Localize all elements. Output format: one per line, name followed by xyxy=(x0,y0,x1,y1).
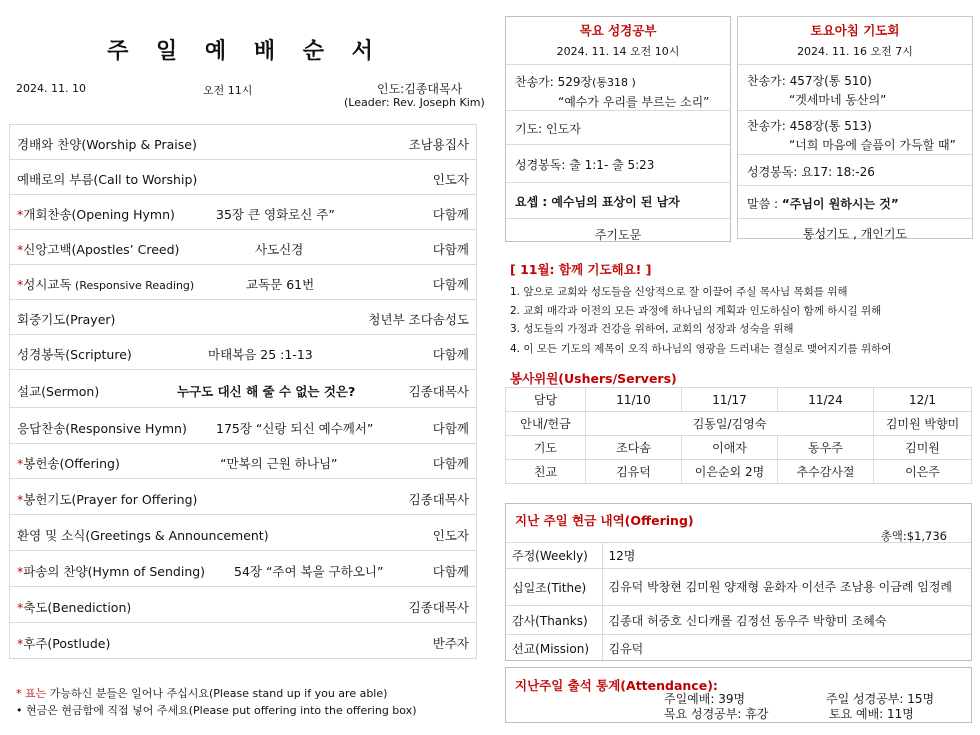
offering-note: • 현금은 현금함에 직접 넣어 주세요(Please put offering into the offering box) xyxy=(16,704,417,717)
program-row xyxy=(10,160,476,195)
program-person: 김종대목사 xyxy=(408,492,469,507)
program-item: 신앙고백(Apostles’ Creed) xyxy=(23,242,180,257)
saturday-date: 2024. 11. 16 오전 7시 xyxy=(797,45,913,58)
program-person: 다함께 xyxy=(432,242,469,257)
program-person: 다함께 xyxy=(432,421,469,436)
program-row xyxy=(10,335,476,370)
table-row: 십일조(Tithe) 김유덕 박창현 김미원 양재형 윤화자 이선주 조남용 이금례 임정례 xyxy=(506,569,971,606)
table-row: 감사(Thanks) 김종대 허중호 신디캐롤 김정선 동우주 박향미 조혜숙 xyxy=(506,606,971,635)
standing-note: * 표는 가능하신 분들은 일어나 주십시요(Please stand up if you are able) xyxy=(16,687,388,700)
program-row: *파송의 찬양(Hymn of Sending) 54장 “주여 복을 구하오니” 다함께 xyxy=(10,551,476,587)
table-row: 기도 조다솜 이애자 동우주 김미원 xyxy=(506,436,972,460)
program-row: *개회찬송(Opening Hymn) 35장 큰 영화로신 주” 다함께 xyxy=(10,195,476,230)
saturday-message: 말씀 : “주님이 원하시는 것” xyxy=(738,186,972,219)
thursday-hymn: 찬송가: 529장 xyxy=(515,75,593,89)
service-date: 2024. 11. 10 xyxy=(16,82,86,95)
saturday-hymn-2-title: “너희 마음에 슬픔이 가득할 때” xyxy=(789,138,956,152)
prayer-title: [ 11월: 함께 기도해요! ] xyxy=(510,262,652,277)
program-person: 다함께 xyxy=(432,564,469,579)
program-row: *후주(Postlude) 반주자 xyxy=(17,636,469,651)
program-row xyxy=(10,370,476,408)
program-item: 경배와 찬양(Worship & Praise) xyxy=(17,137,197,152)
program-person: 다함께 xyxy=(432,277,469,292)
table-row: 안내/헌금 김동일/김영숙 김미원 박향미 xyxy=(506,412,972,436)
program-person: 인도자 xyxy=(432,172,469,187)
program-item: 봉헌송(Offering) xyxy=(23,456,120,471)
prayer-item: 1. 앞으로 교회와 성도들을 신앙적으로 잘 이끌어 주실 목사님 목회를 위해 xyxy=(510,286,848,298)
program-row: *봉헌송(Offering) “만복의 근원 하나님” 다함께 xyxy=(10,444,476,479)
thursday-date: 2024. 11. 14 오전 10시 xyxy=(556,45,680,58)
saturday-hymn-2: 찬송가: 458장(통 513) xyxy=(747,119,872,133)
program-person: 청년부 조다솜성도 xyxy=(368,312,469,327)
attendance-sunday-study: 주일 성경공부: 15명 xyxy=(826,692,935,706)
saturday-prayer-meeting xyxy=(737,16,973,239)
program-person: 김종대목사 xyxy=(408,600,469,615)
thursday-bible-study: 목요 성경공부 2024. 11. 14 오전 10시 찬송가: 529장(통318 ) “예수가 우리를 부르는 소리” 기도: 인도자 성경봉독: 출 1:1- 출 5:23 요셉 : 예수님의 표상이 된 남자 주기도문 xyxy=(505,16,731,242)
saturday-closing: 통성기도 , 개인기도 xyxy=(802,227,908,241)
offering-section xyxy=(505,503,972,661)
program-detail: 사도신경 xyxy=(255,242,304,257)
program-item: 환영 및 소식(Greetings & Announcement) xyxy=(17,528,269,543)
attendance-section xyxy=(505,667,972,723)
servers-table xyxy=(505,387,972,484)
saturday-title: 토요아침 기도회 xyxy=(810,23,900,38)
program-row xyxy=(10,300,476,335)
program-row xyxy=(10,408,476,444)
program-row: *봉헌기도(Prayer for Offering) 김종대목사 xyxy=(10,479,476,515)
thursday-prayer: 기도: 인도자 xyxy=(506,111,730,145)
offering-table xyxy=(506,542,971,662)
prayer-item: 2. 교회 매각과 이전의 모든 과정에 하나님의 계획과 인도하심이 함께 하시길 위해 xyxy=(510,305,882,317)
program-person: 다함께 xyxy=(432,456,469,471)
worship-program xyxy=(9,124,477,659)
program-row: *축도(Benediction) 김종대목사 xyxy=(10,587,476,623)
program-row: *성시교독 (Responsive Reading) 교독문 61번 다함께 xyxy=(10,265,476,300)
offering-title: 지난 주일 현금 내역(Offering) xyxy=(515,513,694,528)
program-item: 설교(Sermon) xyxy=(17,384,100,399)
program-detail: 54장 “주여 복을 구하오니” xyxy=(234,564,384,579)
program-item: 회중기도(Prayer) xyxy=(17,312,116,327)
program-item: 개회찬송(Opening Hymn) xyxy=(23,207,175,222)
program-item: 축도(Benediction) xyxy=(23,600,132,615)
table-row: 선교(Mission) 김유덕 xyxy=(506,635,971,662)
program-person: 인도자 xyxy=(432,528,469,543)
program-detail: 35장 큰 영화로신 주” xyxy=(216,207,335,222)
saturday-reading: 성경봉독: 요17: 18:-26 xyxy=(738,155,972,186)
saturday-hymn-1: 찬송가: 457장(통 510) xyxy=(747,74,872,88)
program-detail: 175장 “신랑 되신 예수께서” xyxy=(216,421,374,436)
thursday-closing: 주기도문 xyxy=(594,228,642,242)
program-item: 성시교독 xyxy=(23,277,72,292)
program-item: 예배로의 부름(Call to Worship) xyxy=(17,172,198,187)
thursday-title: 목요 성경공부 xyxy=(579,23,657,38)
thursday-topic: 요셉 : 예수님의 표상이 된 남자 xyxy=(506,183,730,219)
table-row: 주정(Weekly) 12명 xyxy=(506,543,971,569)
table-row: 담당 11/10 11/17 11/24 12/1 xyxy=(506,388,972,412)
program-item: 후주(Postlude) xyxy=(23,636,111,651)
page-title: 주 일 예 배 순 서 xyxy=(107,39,383,64)
program-item: 파송의 찬양(Hymn of Sending) xyxy=(23,564,206,579)
prayer-item: 3. 성도들의 가정과 건강을 위하여, 교회의 성장과 성숙을 위해 xyxy=(510,323,794,335)
program-person: 조남용집사 xyxy=(408,137,469,152)
table-row: 친교 김유덕 이은순외 2명 추수감사절 이은주 xyxy=(506,460,972,484)
program-row xyxy=(10,515,476,551)
program-detail: 교독문 61번 xyxy=(246,277,315,292)
attendance-saturday: 토요 예배: 11명 xyxy=(829,707,914,721)
thursday-reading: 성경봉독: 출 1:1- 출 5:23 xyxy=(506,145,730,183)
program-person: 김종대목사 xyxy=(408,384,469,399)
program-detail: 마태복음 25 :1-13 xyxy=(208,347,313,362)
program-detail: “만복의 근원 하나님” xyxy=(220,456,338,471)
service-leader-en: (Leader: Rev. Joseph Kim) xyxy=(344,96,485,109)
attendance-thursday: 목요 성경공부: 휴강 xyxy=(664,707,769,721)
sermon-title: 누구도 대신 해 줄 수 없는 것은? xyxy=(177,384,356,399)
attendance-sunday: 주일예배: 39명 xyxy=(664,692,746,706)
program-item: 성경봉독(Scripture) xyxy=(17,347,132,362)
prayer-item: 4. 이 모든 기도의 제목이 오직 하나님의 영광을 드러내는 결실로 맺어지기를 위하여 xyxy=(510,343,892,355)
offering-total: 총액:$1,736 xyxy=(880,529,947,543)
program-item: 봉헌기도(Prayer for Offering) xyxy=(23,492,198,507)
program-row xyxy=(10,125,476,160)
attendance-title: 지난주일 출석 통계(Attendance): xyxy=(515,678,718,693)
servers-title: 봉사위원(Ushers/Servers) xyxy=(510,371,677,386)
service-leader: 인도:김종대목사 xyxy=(377,82,463,96)
saturday-hymn-1-title: “겟세마네 동산의” xyxy=(789,93,887,107)
program-person: 다함께 xyxy=(432,207,469,222)
program-person: 다함께 xyxy=(432,347,469,362)
program-item: 응답찬송(Responsive Hymn) xyxy=(17,421,187,436)
thursday-hymn-title: “예수가 우리를 부르는 소리” xyxy=(558,95,710,109)
program-person: 반주자 xyxy=(432,636,469,651)
service-time: 오전 11시 xyxy=(203,84,253,97)
program-row: *신앙고백(Apostles’ Creed) 사도신경 다함께 xyxy=(10,230,476,265)
